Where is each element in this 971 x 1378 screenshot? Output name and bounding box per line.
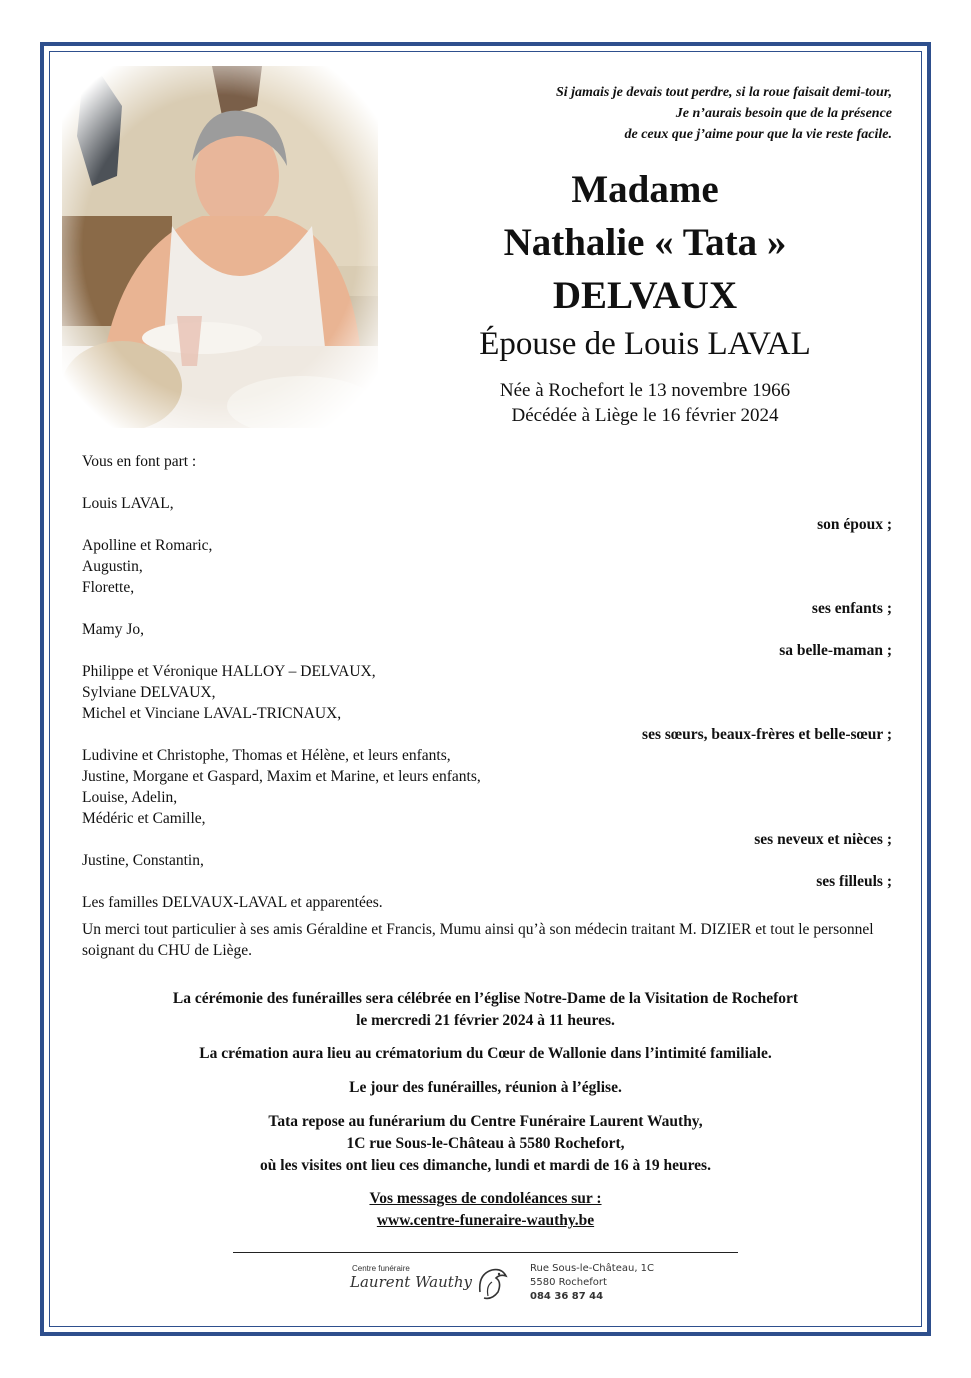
quote-line-3: de ceux que j’aime pour que la vie reste facile. bbox=[624, 127, 892, 142]
first-name: Nathalie « Tata » bbox=[503, 221, 787, 264]
condolences-label: Vos messages de condoléances sur : bbox=[369, 1190, 602, 1207]
relation-label: ses sœurs, beaux-frères et belle-sœur ; bbox=[642, 726, 892, 743]
family-name: Justine, Morgane et Gaspard, Maxim et Marine, et leurs enfants, bbox=[82, 768, 481, 785]
family-name: Michel et Vinciane LAVAL-TRICNAUX, bbox=[82, 705, 342, 722]
phone-number: 084 36 87 44 bbox=[530, 1291, 604, 1302]
meeting-line: Le jour des funérailles, réunion à l’église. bbox=[349, 1079, 622, 1096]
funerarium-line-1: Tata repose au funérarium du Centre Funéraire Laurent Wauthy, bbox=[268, 1113, 703, 1130]
family-name: Louis LAVAL, bbox=[82, 495, 174, 512]
quote-line-1: Si jamais je devais tout perdre, si la roue faisait demi-tour, bbox=[555, 85, 892, 100]
epigraph-quote bbox=[420, 82, 892, 145]
deceased-heading bbox=[440, 163, 850, 428]
family-name: Sylviane DELVAUX, bbox=[82, 684, 216, 701]
funerarium-line-2: 1C rue Sous-le-Château à 5580 Rochefort, bbox=[346, 1135, 625, 1152]
family-name: Ludivine et Christophe, Thomas et Hélène, et leurs enfants, bbox=[82, 747, 451, 764]
families-line: Les familles DELVAUX-LAVAL et apparentées. bbox=[82, 894, 383, 911]
portrait-photo bbox=[62, 66, 378, 428]
family-name: Mamy Jo, bbox=[82, 621, 144, 638]
footer-address bbox=[530, 1262, 654, 1304]
ceremony-info bbox=[60, 988, 911, 1032]
thanks-paragraph: Un merci tout particulier à ses amis Géraldine et Francis, Mumu ainsi qu’à son médecin traitant M. DIZIER et tout le personnel soignant du CHU de Liège. bbox=[82, 921, 874, 959]
relation-label: sa belle-maman ; bbox=[779, 642, 892, 659]
funeral-home-logo bbox=[340, 1258, 660, 1308]
dove-icon bbox=[472, 1262, 512, 1304]
birth-line: Née à Rochefort le 13 novembre 1966 bbox=[499, 380, 791, 401]
family-name: Florette, bbox=[82, 579, 135, 596]
relation-label: son époux ; bbox=[817, 516, 892, 533]
funerarium-line-3: où les visites ont lieu ces dimanche, lundi et mardi de 16 à 19 heures. bbox=[260, 1157, 711, 1174]
family-name: Louise, Adelin, bbox=[82, 789, 178, 806]
logo-subtitle: Centre funéraire bbox=[352, 1264, 410, 1273]
family-name: Philippe et Véronique HALLOY – DELVAUX, bbox=[82, 663, 376, 680]
address-line-1: Rue Sous-le-Château, 1C bbox=[530, 1263, 655, 1274]
ceremony-line-1: La cérémonie des funérailles sera célébrée en l’église Notre-Dame de la Visitation de Rochefort bbox=[172, 990, 799, 1007]
cremation-line: La crémation aura lieu au crématorium du Cœur de Wallonie dans l’intimité familiale. bbox=[199, 1045, 772, 1062]
death-line: Décédée à Liège le 16 février 2024 bbox=[511, 405, 779, 426]
relation-label: ses enfants ; bbox=[811, 600, 892, 617]
footer-divider bbox=[233, 1252, 738, 1253]
family-name: Médéric et Camille, bbox=[82, 810, 206, 827]
intro: Vous en font part : bbox=[82, 453, 197, 470]
ceremony-line-2: le mercredi 21 février 2024 à 11 heures. bbox=[356, 1012, 615, 1029]
address-line-2: 5580 Rochefort bbox=[530, 1277, 607, 1288]
condolences-info bbox=[60, 1188, 911, 1232]
condolences-website-link[interactable]: www.centre-funeraire-wauthy.be bbox=[376, 1212, 595, 1229]
cremation-info bbox=[60, 1043, 911, 1065]
family-name: Augustin, bbox=[82, 558, 143, 575]
family-name: Justine, Constantin, bbox=[82, 852, 204, 869]
honorific: Madame bbox=[571, 168, 719, 211]
meeting-info bbox=[60, 1077, 911, 1099]
relation-label: ses neveux et nièces ; bbox=[754, 831, 892, 848]
family-name: Apolline et Romaric, bbox=[82, 537, 213, 554]
announcement-body bbox=[82, 451, 892, 961]
relation-label: ses filleuls ; bbox=[816, 873, 892, 890]
logo-script-name: Laurent Wauthy bbox=[350, 1273, 472, 1291]
funerarium-info bbox=[60, 1111, 911, 1177]
spouse-line: Épouse de Louis LAVAL bbox=[479, 326, 811, 362]
quote-line-2: Je n’aurais besoin que de la présence bbox=[675, 106, 892, 121]
surname: DELVAUX bbox=[552, 274, 738, 317]
